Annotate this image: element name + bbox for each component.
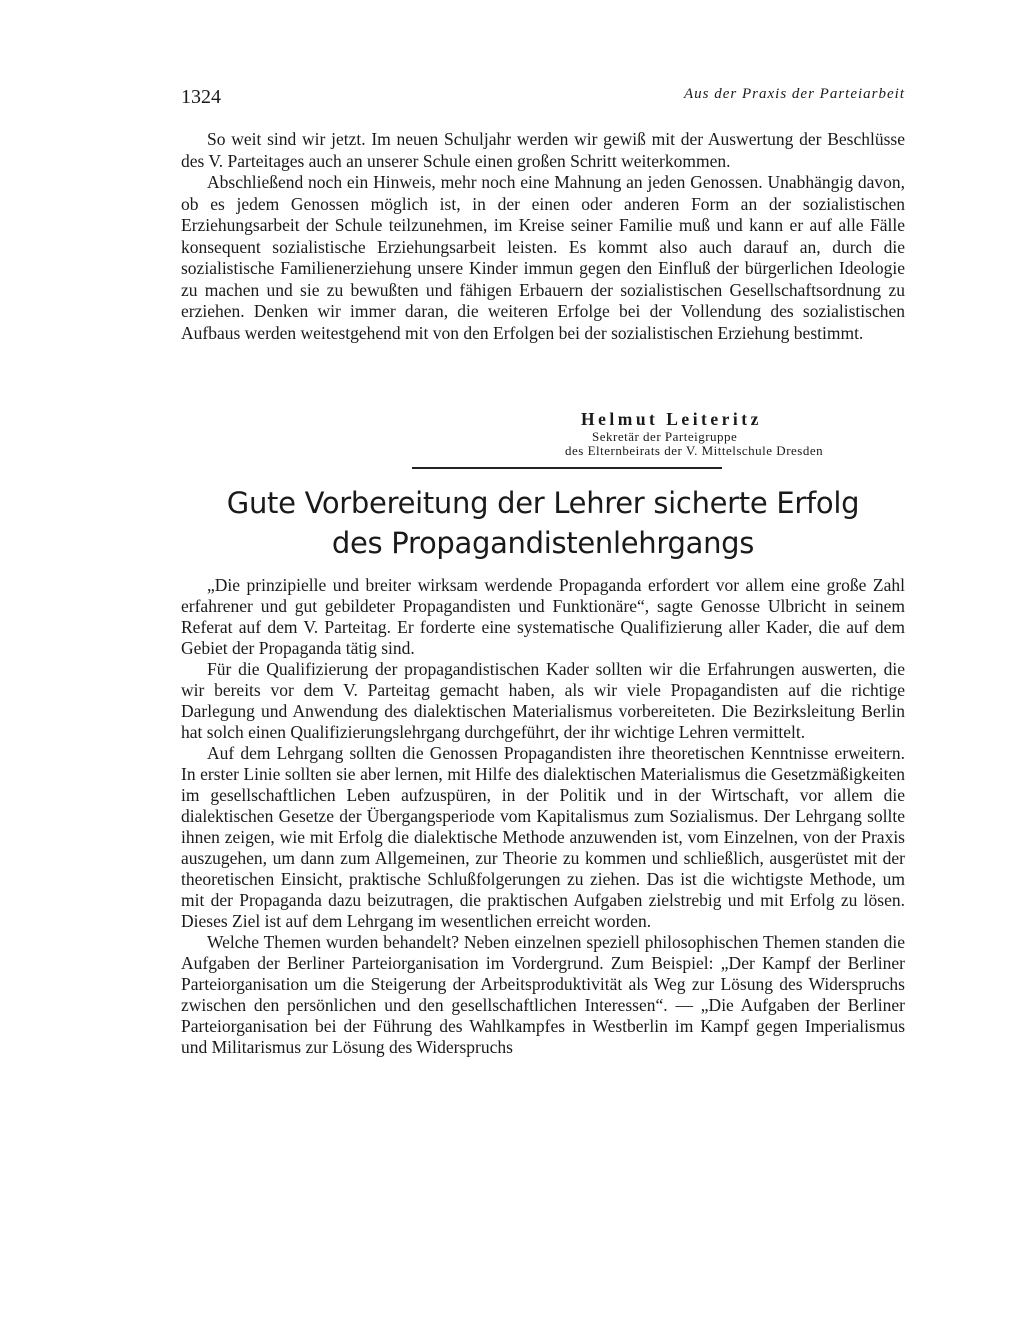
signature-role: Sekretär der Parteigruppe: [592, 429, 738, 444]
paragraph: So weit sind wir jetzt. Im neuen Schuljahr werden wir gewiß mit der Auswertung der Beschlüsse des V. Parteitages auch an unserer Schule einen großen Schritt weiterkommen.: [181, 129, 905, 171]
paragraph: Auf dem Lehrgang sollten die Genossen Propagandisten ihre theoretischen Kenntnisse erweitern. In erster Linie sollten sie aber lernen, mit Hilfe des dialektischen Materialismus die Gesetzmäßigkeiten im gesellschaftlichen Leben aufzuspüren, in der Politik und in der Wirtschaft, vor allem die dialektischen Gesetze der Übergangsperiode vom Kapitalismus zum Sozialismus. Der Lehrgang sollte ihnen zeigen, wie mit Erfolg die dialektische Methode anzuwenden ist, vom Einzelnen, von der Praxis auszugehen, um dann zum Allgemeinen, zur Theorie zu kommen und schließlich, ausgerüstet mit der theoretischen Einsicht, praktische Schlußfolgerungen zu ziehen. Das ist die wichtigste Methode, um mit der Propaganda dazu beizutragen, die praktischen Aufgaben zielstrebig und mit Erfolg zu lösen. Dieses Ziel ist auf dem Lehrgang im wesentlichen erreicht worden.: [181, 743, 905, 931]
intro-text: [181, 129, 905, 344]
paragraph: Abschließend noch ein Hinweis, mehr noch eine Mahnung an jeden Genossen. Unabhängig davon, ob es jedem Genossen möglich ist, in der einen oder anderen Form an der sozialistischen Erziehungsarbeit der Schule teilzunehmen, im Kreise seiner Familie muß und kann er auf alle Fälle konsequent sozialistische Erziehungsarbeit leisten. Es kommt also auch darauf an, durch die sozialistische Familienerziehung unsere Kinder immun gegen den Einfluß der bürgerlichen Ideologie zu machen und sie zu bewußten und fähigen Erbauern der sozialistischen Gesellschaftsordnung zu erziehen. Denken wir immer daran, die weiteren Erfolge bei der Vollendung des sozialistischen Aufbaus werden weitestgehend mit von den Erfolgen bei der sozialistischen Erziehung bestimmt.: [181, 172, 905, 343]
page-header: [181, 84, 905, 114]
signature-name: Helmut Leiteritz: [581, 409, 762, 429]
running-head: Aus der Praxis der Parteiarbeit: [684, 86, 905, 102]
article-title: [181, 483, 905, 563]
paragraph: Welche Themen wurden behandelt? Neben einzelnen speziell philosophischen Themen standen die Aufgaben der Berliner Parteiorganisation im Vordergrund. Zum Beispiel: „Der Kampf der Berliner Parteiorganisation um die Steigerung der Arbeitsproduktivität als Weg zur Lösung des Widerspruchs zwischen den persönlichen und den gesellschaftlichen Interessen“. — „Die Aufgaben der Berliner Parteiorganisation bei der Führung des Wahlkampfes in Westberlin im Kampf gegen Imperialismus und Militarismus zur Lösung des Widerspruchs: [181, 932, 905, 1057]
paragraph: „Die prinzipielle und breiter wirksam werdende Propaganda erfordert vor allem eine große Zahl erfahrener und gut gebildeter Propagandisten und Funktionäre“, sagte Genosse Ulbricht in seinem Referat auf dem V. Parteitag. Er forderte eine systematische Qualifizierung aller Kader, die auf dem Gebiet der Propaganda tätig sind.: [181, 575, 905, 658]
paragraph: Für die Qualifizierung der propagandistischen Kader sollten wir die Erfahrungen auswerten, die wir bereits vor dem V. Parteitag gemacht haben, als wir viele Propagandisten auf die richtige Darlegung und Anwendung des dialektischen Materialismus vorbereiteten. Die Bezirksleitung Berlin hat solch einen Qualifizierungslehrgang durchgeführt, der ihr wichtige Lehren vermittelt.: [181, 659, 905, 742]
section-divider: [412, 467, 722, 469]
signature-role: des Elternbeirats der V. Mittelschule Dresden: [565, 443, 824, 458]
title-line: des Propagandistenlehrgangs: [331, 526, 755, 560]
article-body: [181, 575, 905, 1058]
title-line: Gute Vorbereitung der Lehrer sicherte Erfolg: [226, 486, 860, 520]
page-number: 1324: [181, 86, 221, 108]
